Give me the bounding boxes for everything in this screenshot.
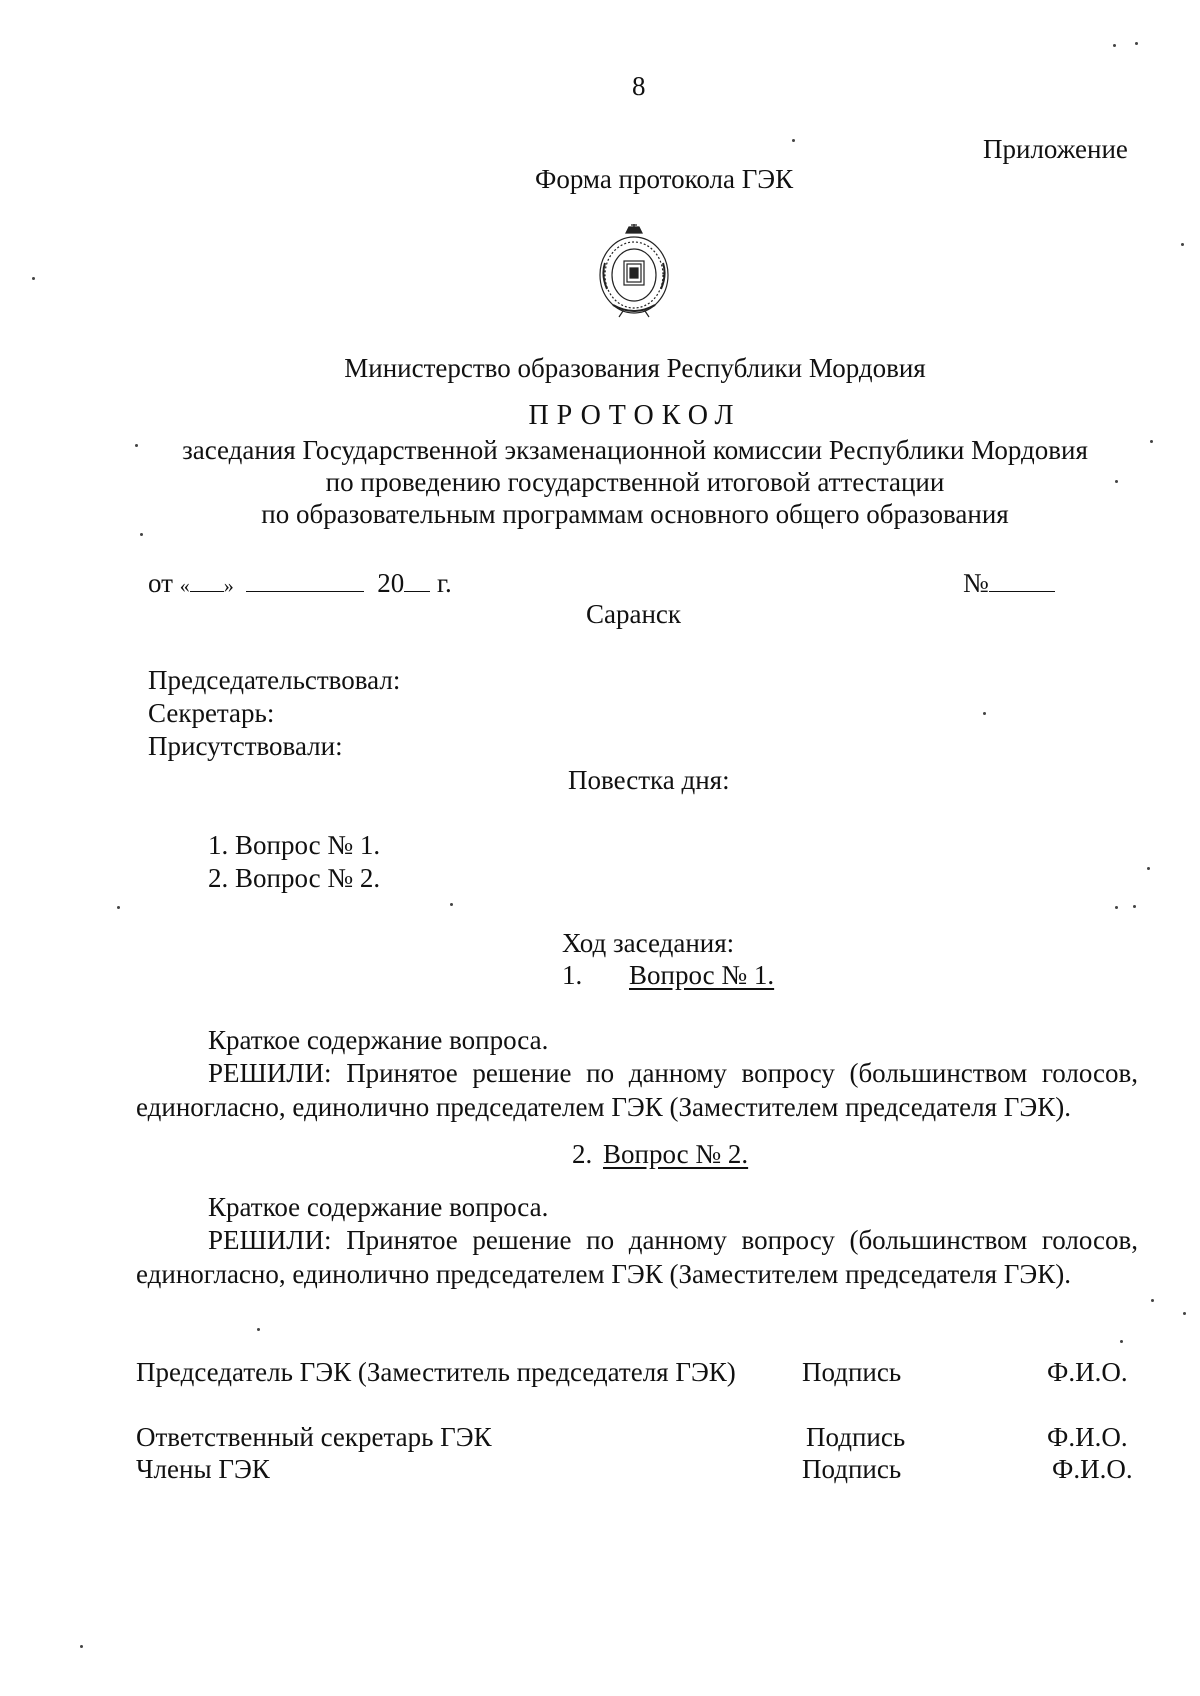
question-2-title: Вопрос № 2.	[603, 1139, 749, 1169]
scan-speck	[1115, 480, 1118, 483]
question-1-decision	[136, 1056, 1138, 1124]
chaired-by-label: Председательствовал:	[148, 665, 401, 695]
scan-speck	[135, 444, 138, 447]
protocol-number	[963, 567, 1055, 599]
month-blank	[246, 591, 364, 592]
ministry-name: Министерство образования Республики Мордовия	[344, 353, 926, 383]
signature-sign-secretary: Подпись	[806, 1422, 906, 1452]
date-prefix: от	[148, 568, 173, 598]
year-blank	[404, 591, 430, 592]
protocol-title: ПРОТОКОЛ	[528, 400, 742, 431]
scan-speck	[140, 533, 143, 536]
secretary-label: Секретарь:	[148, 698, 275, 728]
proceedings-title: Ход заседания:	[562, 928, 735, 958]
number-label: №	[963, 568, 989, 598]
signature-role-chair: Председатель ГЭК (Заместитель председателя ГЭК)	[136, 1357, 736, 1387]
subtitle-line-2: по проведению государственной итоговой аттестации	[325, 467, 945, 497]
question-1-title: Вопрос № 1.	[629, 960, 775, 990]
question-1-decision-label: РЕШИЛИ:	[208, 1058, 332, 1088]
subtitle-line-1: заседания Государственной экзаменационной комиссии Республики Мордовия	[182, 435, 1088, 465]
agenda-title: Повестка дня:	[568, 765, 730, 795]
scan-speck	[1183, 1312, 1186, 1315]
question-2-decision	[136, 1223, 1138, 1291]
question-2-summary: Краткое содержание вопроса.	[208, 1192, 549, 1222]
day-blank	[190, 591, 224, 592]
date-open-quote: «	[179, 575, 190, 597]
scan-speck	[1120, 1340, 1123, 1343]
signature-sign-chair: Подпись	[802, 1357, 902, 1387]
question-1-heading	[562, 959, 774, 991]
signature-name-secretary: Ф.И.О.	[1047, 1422, 1128, 1452]
appendix-label: Приложение	[983, 134, 1128, 164]
scan-speck	[450, 903, 453, 906]
question-2-decision-label: РЕШИЛИ:	[208, 1225, 332, 1255]
subtitle-line-3: по образовательным программам основного общего образования	[261, 499, 1009, 529]
scan-speck	[257, 1328, 260, 1331]
scan-speck	[1151, 1299, 1154, 1302]
signature-name-members: Ф.И.О.	[1052, 1454, 1133, 1484]
scan-speck	[1115, 906, 1118, 909]
scan-speck	[1113, 44, 1116, 47]
scan-speck	[1135, 42, 1138, 45]
scan-speck	[80, 1645, 83, 1648]
signature-role-members: Члены ГЭК	[136, 1454, 270, 1484]
question-2-decision-text: Принятое решение по данному вопросу (большинством голосов, единогласно, единолично председателем ГЭК (Заместителем председателя ГЭК).	[136, 1225, 1139, 1289]
year-suffix: г.	[436, 568, 452, 598]
scan-speck	[1133, 905, 1136, 908]
scan-speck	[1150, 440, 1153, 443]
question-1-summary: Краткое содержание вопроса.	[208, 1025, 549, 1055]
scan-speck	[1181, 243, 1184, 246]
scan-speck	[117, 906, 120, 909]
question-2-heading	[572, 1138, 748, 1170]
question-2-number: 2.	[572, 1139, 593, 1169]
city: Саранск	[586, 599, 682, 629]
scan-speck	[983, 712, 986, 715]
scan-speck	[792, 139, 795, 142]
date-close-quote: »	[223, 575, 234, 597]
page-number: 8	[632, 71, 646, 101]
form-title: Форма протокола ГЭК	[535, 164, 794, 194]
present-label: Присутствовали:	[148, 731, 343, 761]
question-1-number: 1.	[562, 960, 583, 990]
coat-of-arms-emblem	[593, 223, 675, 323]
question-1-decision-text: Принятое решение по данному вопросу (большинством голосов, единогласно, единолично председателем ГЭК (Заместителем председателя ГЭК).	[136, 1058, 1139, 1122]
agenda-item-1: 1. Вопрос № 1.	[208, 830, 381, 860]
signature-name-chair: Ф.И.О.	[1047, 1357, 1128, 1387]
scan-speck	[1147, 867, 1150, 870]
signature-sign-members: Подпись	[802, 1454, 902, 1484]
scan-speck	[32, 277, 35, 280]
signature-role-secretary: Ответственный секретарь ГЭК	[136, 1422, 492, 1452]
year-prefix: 20	[377, 568, 405, 598]
date-line	[148, 567, 452, 602]
agenda-item-2: 2. Вопрос № 2.	[208, 863, 381, 893]
number-blank	[989, 591, 1055, 592]
